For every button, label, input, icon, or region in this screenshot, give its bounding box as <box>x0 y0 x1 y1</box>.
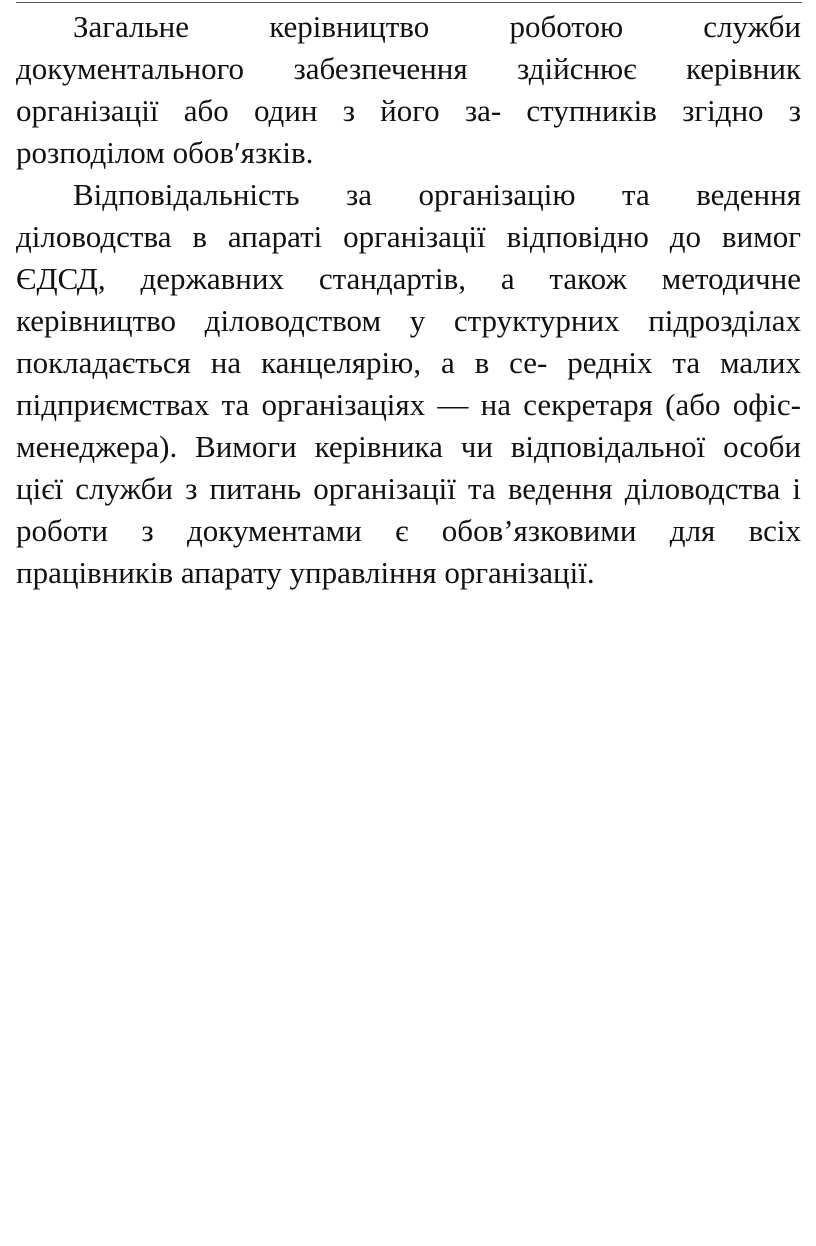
paragraph-responsibility: Відповідальність за організацію та ведення діловодства в апараті організації відповідно до вимог ЄДСД, державних стандартів, а також методичне керівництво діловодством у структурних підрозділах покладається на канцелярію, а в се- редніх та малих підприємствах та організаціях — на секретаря (або офіс-менеджера). Вимоги керівника чи відповідальної особи цієї служби з питань організації та ведення діловодства і роботи з документами є обов’язковими для всіх працівників апарату управління організації. <box>16 177 801 590</box>
paragraph-general-management: Загальне керівництво роботою служби документального забезпечення здійснює керівник організації або один з його за- ступників згідно з розподілом обов′язків. <box>16 9 801 170</box>
text-body <box>16 6 801 594</box>
top-rule <box>16 2 802 3</box>
